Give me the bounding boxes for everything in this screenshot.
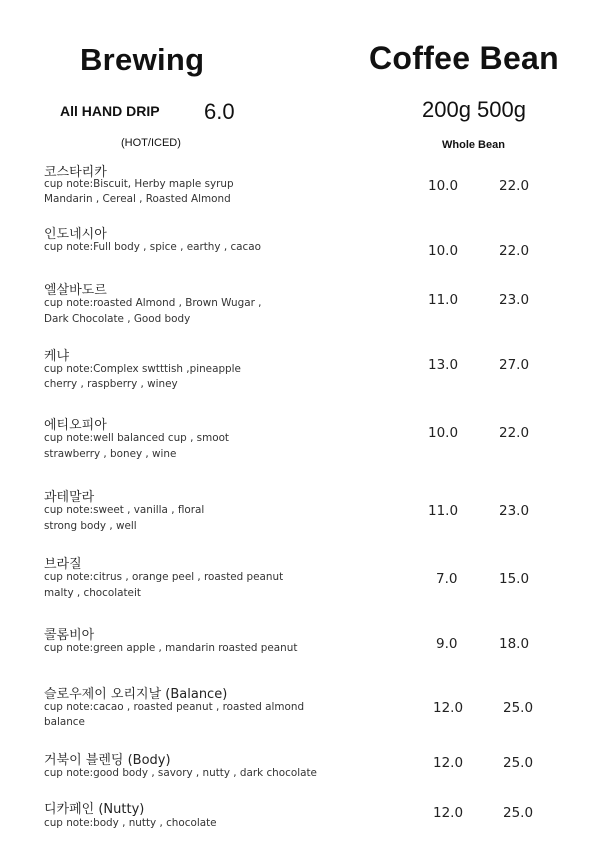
price-500g: 23.0 [499,292,530,308]
item-note-line: cup note:green apple , mandarin roasted peanut [44,642,298,654]
price-500g: 22.0 [499,425,530,441]
item-name: 디카페인 (Nutty) [44,802,145,817]
item-note-line: cup note:body , nutty , chocolate [44,817,217,829]
item-name: 에티오피아 [44,418,107,433]
whole-bean-label: Whole Bean [442,139,505,151]
price-200g: 11.0 [428,292,459,308]
price-500g: 25.0 [503,700,534,716]
brewing-title: Brewing [80,42,205,77]
item-note-line: strawberry , boney , wine [44,448,177,460]
price-500g: 25.0 [503,755,534,771]
price-200g: 13.0 [428,357,459,373]
item-note-line: cup note:Full body , spice , earthy , cacao [44,241,261,253]
price-200g: 10.0 [428,425,459,441]
price-200g: 12.0 [433,755,464,771]
hand-drip-label: All HAND DRIP [60,103,160,119]
coffee-bean-title: Coffee Bean [369,40,560,76]
price-500g: 22.0 [499,178,530,194]
price-500g: 18.0 [499,636,530,652]
item-note-line: cup note:well balanced cup , smoot [44,432,230,444]
hot-iced-label: (HOT/ICED) [121,137,181,149]
item-name: 과테말라 [44,490,95,505]
item-note-line: malty , chocolateit [44,587,141,599]
item-note-line: strong body , well [44,520,137,532]
price-200g: 10.0 [428,178,459,194]
price-200g: 7.0 [436,571,458,587]
price-200g: 12.0 [433,805,464,821]
price-200g: 10.0 [428,243,459,259]
item-note-line: Mandarin , Cereal , Roasted Almond [44,193,231,205]
item-name: 인도네시아 [44,227,107,242]
item-note-line: cup note:good body , savory , nutty , dark chocolate [44,767,317,779]
price-500g: 25.0 [503,805,534,821]
item-note-line: cup note:cacao , roasted peanut , roasted almond [44,701,305,713]
item-name: 브라질 [44,557,82,572]
item-name: 케냐 [44,349,70,364]
item-note-line: cup note:Biscuit, Herby maple syrup [44,178,234,190]
price-500g: 22.0 [499,243,530,259]
item-name: 코스타리카 [44,165,107,180]
item-name: 콜롬비아 [44,628,95,643]
item-name: 슬로우제이 오리지날 (Balance) [44,687,228,702]
price-200g: 11.0 [428,503,459,519]
price-500g: 23.0 [499,503,530,519]
item-note-line: cherry , raspberry , winey [44,378,178,390]
item-name: 엘살바도르 [44,283,107,298]
item-note-line: cup note:roasted Almond , Brown Wugar , [44,297,262,309]
price-500g: 15.0 [499,571,530,587]
price-200g: 9.0 [436,636,458,652]
hand-drip-price: 6.0 [204,99,235,124]
item-note-line: cup note:citrus , orange peel , roasted peanut [44,571,284,583]
item-note-line: cup note:Complex swtttish ,pineapple [44,363,241,375]
item-note-line: cup note:sweet , vanilla , floral [44,504,205,516]
item-note-line: Dark Chocolate , Good body [44,313,191,325]
bean-sizes: 200g 500g [422,97,526,122]
price-200g: 12.0 [433,700,464,716]
item-name: 거북이 블렌딩 (Body) [44,753,171,768]
price-500g: 27.0 [499,357,530,373]
item-note-line: balance [44,716,85,728]
